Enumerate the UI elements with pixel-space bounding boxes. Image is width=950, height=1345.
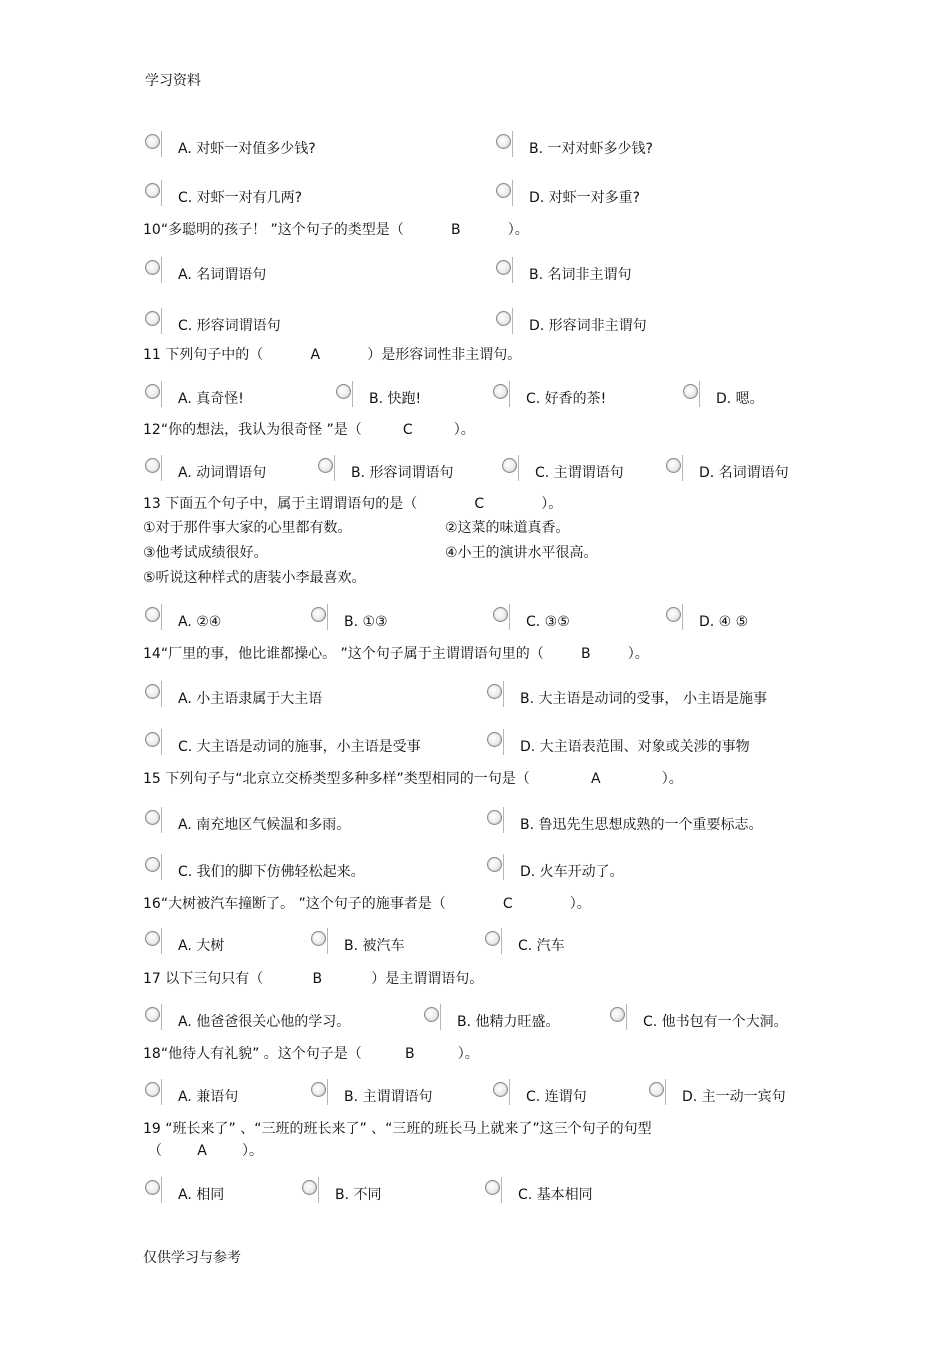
radio-icon[interactable]: [496, 183, 511, 198]
radio-icon[interactable]: [145, 260, 160, 275]
question-14: [143, 645, 649, 663]
question-text: 11 下列句子中的（: [143, 347, 264, 363]
radio-icon[interactable]: [311, 1082, 326, 1097]
answer: A: [310, 347, 321, 363]
option-label: C. 连谓句: [526, 1089, 587, 1105]
option-label: D. 主一动一宾句: [682, 1089, 786, 1105]
radio-icon[interactable]: [145, 458, 160, 473]
radio-icon[interactable]: [145, 732, 160, 747]
option-label: B. 大主语是动词的受事， 小主语是施事: [520, 691, 767, 707]
answer: B: [312, 971, 323, 987]
option-label: B. 被汽车: [344, 938, 405, 954]
option-label: A. 名词谓语句: [178, 267, 267, 283]
question-text: 14“厂里的事，他比谁都操心。 ”这个句子属于主谓谓语句里的（: [143, 646, 544, 662]
option-label: A. 相同: [178, 1187, 225, 1203]
question-text: 10“多聪明的孩子！ ”这个句子的类型是（: [143, 222, 404, 238]
radio-icon[interactable]: [502, 458, 517, 473]
radio-icon[interactable]: [145, 183, 160, 198]
option-label: D. 嗯。: [716, 391, 764, 407]
question-text: 17 以下三句只有（: [143, 971, 264, 987]
option-label: A. 动词谓语句: [178, 465, 267, 481]
q13-item-1: ①对于那件事大家的心里都有数。: [143, 520, 352, 536]
q13-item-2: ②这菜的味道真香。: [445, 520, 570, 536]
question-tail: ）。: [242, 1143, 263, 1159]
radio-icon[interactable]: [302, 1180, 317, 1195]
option-label: A. 小主语隶属于大主语: [178, 691, 323, 707]
question-tail: ）。: [569, 896, 591, 912]
question-19-answer-line: [148, 1142, 263, 1160]
option-label: A. ②④: [178, 614, 222, 630]
option-label: A. 真奇怪!: [178, 391, 244, 407]
radio-icon[interactable]: [493, 607, 508, 622]
question-10: [143, 221, 529, 239]
radio-icon[interactable]: [496, 134, 511, 149]
option-label: D. 名词谓语句: [699, 465, 789, 481]
radio-icon[interactable]: [145, 684, 160, 699]
option-label: B. 鲁迅先生思想成熟的一个重要标志。: [520, 817, 763, 833]
radio-icon[interactable]: [610, 1007, 625, 1022]
question-text: 12“你的想法，我认为很奇怪 ”是（: [143, 422, 362, 438]
question-tail: ）。: [453, 422, 475, 438]
radio-icon[interactable]: [145, 1007, 160, 1022]
radio-icon[interactable]: [145, 931, 160, 946]
option-label: A. 对虾一对值多少钱?: [178, 141, 316, 157]
option-label: B. 他精力旺盛。: [457, 1014, 560, 1030]
radio-icon[interactable]: [145, 607, 160, 622]
radio-icon[interactable]: [145, 810, 160, 825]
option-label: A. 兼语句: [178, 1089, 239, 1105]
q13-item-3: ③他考试成绩很好。: [143, 545, 268, 561]
option-label: C. 他书包有一个大洞。: [643, 1014, 788, 1030]
question-tail: ）。: [661, 771, 683, 787]
option-label: C. ③⑤: [526, 614, 570, 630]
option-label: C. 我们的脚下仿佛轻松起来。: [178, 864, 365, 880]
option-label: D. 大主语表范围、对象或关涉的事物: [520, 739, 750, 755]
radio-icon[interactable]: [649, 1082, 664, 1097]
option-label: D. ④ ⑤: [699, 614, 749, 630]
option-label: B. 名词非主谓句: [529, 267, 632, 283]
answer: C: [402, 422, 413, 438]
question-tail: ）是形容词性非主谓句。: [367, 347, 522, 363]
radio-icon[interactable]: [145, 134, 160, 149]
option-label: B. 一对对虾多少钱?: [529, 141, 653, 157]
option-label: B. ①③: [344, 614, 388, 630]
question-tail: ）。: [457, 1046, 479, 1062]
radio-icon[interactable]: [145, 384, 160, 399]
answer: A: [590, 771, 601, 787]
question-16: [143, 895, 591, 913]
answer: B: [404, 1046, 415, 1062]
radio-icon[interactable]: [666, 458, 681, 473]
radio-icon[interactable]: [496, 311, 511, 326]
radio-icon[interactable]: [318, 458, 333, 473]
answer: C: [474, 496, 485, 512]
option-label: B. 快跑!: [369, 391, 422, 407]
radio-icon[interactable]: [424, 1007, 439, 1022]
page-header: 学习资料: [145, 73, 201, 89]
question-tail: ）。: [541, 496, 563, 512]
question-18: [143, 1045, 479, 1063]
question-tail: ）。: [627, 646, 649, 662]
question-19: 19 “班长来了” 、“三班的班长来了” 、“三班的班长马上就来了”这三个句子的句型: [143, 1121, 652, 1137]
option-label: C. 主谓谓语句: [535, 465, 624, 481]
question-text: 13 下面五个句子中，属于主谓谓语句的是（: [143, 496, 418, 512]
option-label: A. 南充地区气候温和多雨。: [178, 817, 351, 833]
option-label: C. 大主语是动词的施事，小主语是受事: [178, 739, 421, 755]
radio-icon[interactable]: [336, 384, 351, 399]
answer: B: [450, 222, 461, 238]
option-label: C. 基本相同: [518, 1187, 593, 1203]
question-11: [143, 346, 521, 364]
option-label: C. 好香的茶!: [526, 391, 607, 407]
radio-icon[interactable]: [145, 1180, 160, 1195]
radio-icon[interactable]: [493, 1082, 508, 1097]
question-17: [143, 970, 483, 988]
question-tail: ）是主谓谓语句。: [371, 971, 484, 987]
option-label: A. 大树: [178, 938, 225, 954]
question-text: （: [148, 1143, 162, 1159]
option-label: B. 不同: [335, 1187, 382, 1203]
radio-icon[interactable]: [683, 384, 698, 399]
question-13: [143, 495, 562, 513]
radio-icon[interactable]: [485, 931, 500, 946]
option-label: D. 对虾一对多重?: [529, 190, 641, 206]
radio-icon[interactable]: [487, 732, 502, 747]
option-label: D. 形容词非主谓句: [529, 318, 647, 334]
page-footer: 仅供学习与参考: [143, 1250, 241, 1266]
answer: A: [197, 1143, 207, 1159]
answer: C: [502, 896, 513, 912]
radio-icon[interactable]: [487, 810, 502, 825]
option-label: C. 对虾一对有几两?: [178, 190, 303, 206]
radio-icon[interactable]: [487, 857, 502, 872]
radio-icon[interactable]: [493, 384, 508, 399]
option-label: B. 形容词谓语句: [351, 465, 454, 481]
question-15: [143, 770, 683, 788]
option-label: B. 主谓谓语句: [344, 1089, 433, 1105]
answer: B: [580, 646, 591, 662]
radio-icon[interactable]: [145, 857, 160, 872]
radio-icon[interactable]: [666, 607, 681, 622]
radio-icon[interactable]: [487, 684, 502, 699]
radio-icon[interactable]: [311, 931, 326, 946]
radio-icon[interactable]: [145, 1082, 160, 1097]
question-text: 15 下列句子与“北京立交桥类型多种多样”类型相同的一句是（: [143, 771, 530, 787]
option-label: C. 形容词谓语句: [178, 318, 281, 334]
radio-icon[interactable]: [311, 607, 326, 622]
question-tail: ）。: [507, 222, 529, 238]
radio-icon[interactable]: [145, 311, 160, 326]
q13-item-4: ④小王的演讲水平很高。: [445, 545, 598, 561]
question-text: 18“他待人有礼貌” 。这个句子是（: [143, 1046, 362, 1062]
option-label: D. 火车开动了。: [520, 864, 624, 880]
question-text: 16“大树被汽车撞断了。 ”这个句子的施事者是（: [143, 896, 446, 912]
q13-item-5: ⑤听说这种样式的唐装小李最喜欢。: [143, 570, 366, 586]
radio-icon[interactable]: [496, 260, 511, 275]
option-label: A. 他爸爸很关心他的学习。: [178, 1014, 351, 1030]
radio-icon[interactable]: [485, 1180, 500, 1195]
question-12: [143, 421, 475, 439]
option-label: C. 汽车: [518, 938, 565, 954]
